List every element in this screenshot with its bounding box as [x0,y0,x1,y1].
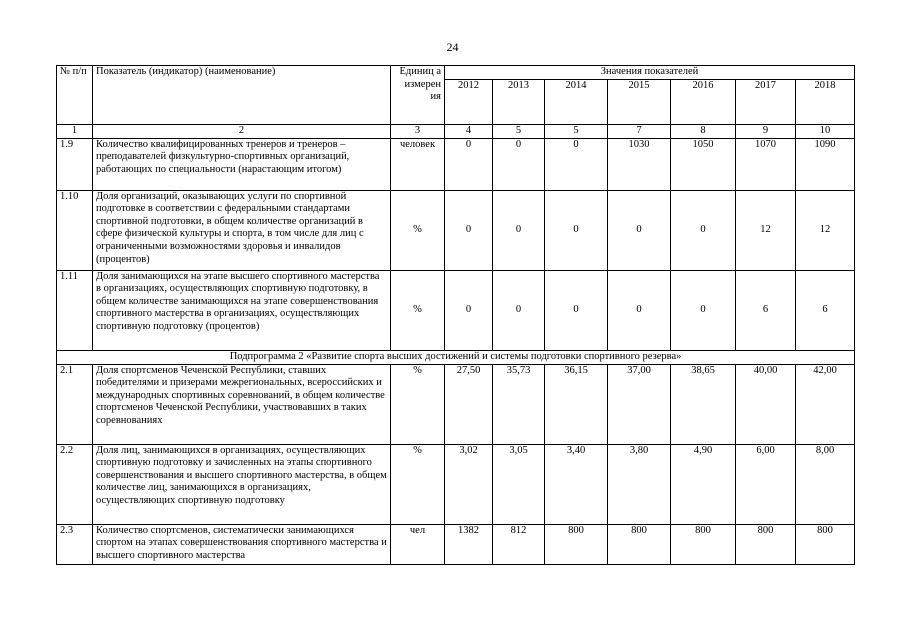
value-cell: 812 [493,524,545,564]
table-row [57,270,855,350]
column-number: 8 [671,124,736,138]
header-year: 2014 [545,79,608,124]
value-cell: 800 [671,524,736,564]
value-cell: 0 [608,190,671,270]
indicator-name: Доля спортсменов Чеченской Республики, ставших победителями и призерами межрегиональных, всероссийских и международных спортивных соревнований, в общем количестве спортсменов Чеченской Республики, участвовавших в таких соревнованиях [93,364,391,444]
value-cell: 0 [445,270,493,350]
unit-cell: человек [391,138,445,190]
value-cell: 0 [671,190,736,270]
row-number: 1.9 [57,138,93,190]
indicators-table [56,65,855,565]
row-number: 1.10 [57,190,93,270]
value-cell: 1070 [736,138,796,190]
value-cell: 0 [545,138,608,190]
value-cell: 40,00 [736,364,796,444]
header-values-title: Значения показателей [445,66,855,80]
value-cell: 12 [796,190,855,270]
table-row [57,444,855,524]
table-row [57,190,855,270]
value-cell: 800 [545,524,608,564]
value-cell: 0 [671,270,736,350]
column-number: 3 [391,124,445,138]
header-num: № п/п [57,66,93,125]
row-number: 2.1 [57,364,93,444]
column-number: 4 [445,124,493,138]
header-unit: Единиц а измерен ия [391,66,445,125]
value-cell: 1050 [671,138,736,190]
header-indicator: Показатель (индикатор) (наименование) [93,66,391,125]
value-cell: 3,80 [608,444,671,524]
value-cell: 3,40 [545,444,608,524]
value-cell: 0 [445,190,493,270]
value-cell: 6 [796,270,855,350]
table-row [57,524,855,564]
value-cell: 800 [608,524,671,564]
value-cell: 0 [545,270,608,350]
value-cell: 1382 [445,524,493,564]
column-number: 2 [93,124,391,138]
page-number: 24 [446,40,459,54]
value-cell: 0 [545,190,608,270]
indicator-name: Доля организаций, оказывающих услуги по спортивной подготовке в соответствии с федеральными стандартами спортивной подготовки, в общем количестве организаций в сфере физической культуры и спорта, в том числе для лиц с ограниченными возможностями здоровья и инвалидов (процентов) [93,190,391,270]
value-cell: 8,00 [796,444,855,524]
value-cell: 4,90 [671,444,736,524]
header-year: 2012 [445,79,493,124]
unit-cell: чел [391,524,445,564]
row-number: 2.3 [57,524,93,564]
column-numbers-row [57,124,855,138]
indicator-name: Доля лиц, занимающихся в организациях, осуществляющих спортивную подготовку и зачисленных на этапы спортивного совершенствования и высшего спортивного мастерства, в общем количестве лиц, занимающихся в организациях, осуществляющих спортивную подготовку [93,444,391,524]
value-cell: 37,00 [608,364,671,444]
column-number: 5 [545,124,608,138]
value-cell: 800 [796,524,855,564]
value-cell: 38,65 [671,364,736,444]
value-cell: 800 [736,524,796,564]
value-cell: 3,02 [445,444,493,524]
unit-cell: % [391,364,445,444]
value-cell: 36,15 [545,364,608,444]
subprogram-row [57,350,855,364]
header-year: 2017 [736,79,796,124]
value-cell: 35,73 [493,364,545,444]
value-cell: 27,50 [445,364,493,444]
value-cell: 12 [736,190,796,270]
header-year: 2015 [608,79,671,124]
indicator-name: Доля занимающихся на этапе высшего спортивного мастерства в организациях, осуществляющих спортивную подготовку, в общем количестве занимающихся на этапе совершенствования спортивного мастерства в организациях, осуществляющих спортивную подготовку (процентов) [93,270,391,350]
value-cell: 0 [493,138,545,190]
column-number: 5 [493,124,545,138]
column-number: 10 [796,124,855,138]
value-cell: 0 [493,190,545,270]
value-cell: 3,05 [493,444,545,524]
header-year: 2016 [671,79,736,124]
value-cell: 6 [736,270,796,350]
value-cell: 1090 [796,138,855,190]
table-row [57,138,855,190]
row-number: 1.11 [57,270,93,350]
value-cell: 1030 [608,138,671,190]
column-number: 1 [57,124,93,138]
value-cell: 0 [608,270,671,350]
value-cell: 42,00 [796,364,855,444]
column-number: 9 [736,124,796,138]
unit-cell: % [391,190,445,270]
value-cell: 6,00 [736,444,796,524]
value-cell: 0 [445,138,493,190]
indicator-name: Количество спортсменов, систематически занимающихся спортом на этапах совершенствования спортивного мастерства и высшего спортивного мастерства [93,524,391,564]
column-number: 7 [608,124,671,138]
unit-cell: % [391,444,445,524]
subprogram-title: Подпрограмма 2 «Развитие спорта высших достижений и системы подготовки спортивного резерва» [57,350,855,364]
table-row [57,364,855,444]
value-cell: 0 [493,270,545,350]
header-year: 2018 [796,79,855,124]
indicator-name: Количество квалифицированных тренеров и тренеров – преподавателей физкультурно-спортивных организаций, работающих по специальности (нарастающим итогом) [93,138,391,190]
unit-cell: % [391,270,445,350]
row-number: 2.2 [57,444,93,524]
header-year: 2013 [493,79,545,124]
